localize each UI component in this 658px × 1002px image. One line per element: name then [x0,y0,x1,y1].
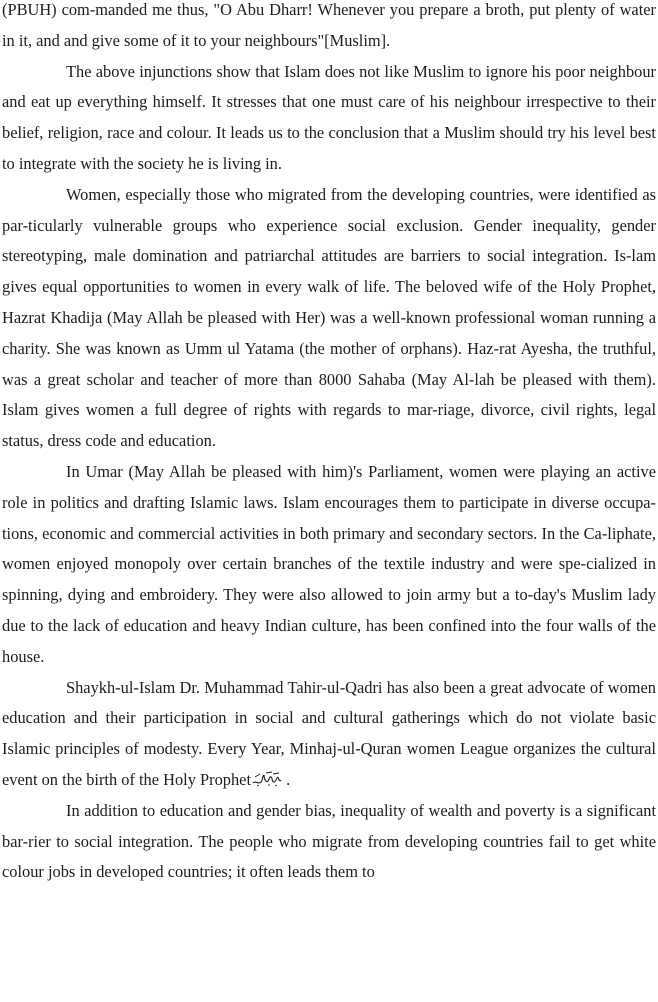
paragraph-wealth-inequality: In addition to education and gender bias, inequality of wealth and poverty is a significant bar-rier to social integration. The people who migrate from developing countries fail to get white colour jobs in developed countries; it often leads them to [2,800,656,882]
salawat-calligraphy-icon [252,771,282,787]
document-page [2,0,656,888]
paragraph-women-education-text: Shaykh-ul-Islam Dr. Muhammad Tahir-ul-Qadri has also been a great advocate of women education and their participation in social and cultural gatherings which do not violate basic Islamic principles of modesty. Every Year, Minhaj-ul-Quran women League organizes the cultural event on the birth of the Holy Prophet [2,677,656,789]
paragraph-umar-parliament: In Umar (May Allah be pleased with him)'s Parliament, women were playing an active role in politics and drafting Islamic laws. Islam encourages them to participate in diverse occupa-tions, economic and commercial activities in both primary and secondary sectors. In the Ca-liphate, women enjoyed monopoly over certain branches of the textile industry and were spe-cialized in spinning, dying and embroidery. They were also allowed to join army but a to-day's Muslim lady due to the lack of education and heavy Indian culture, has been confined into the four walls of the house. [2,461,656,666]
paragraph-women-education-tail: . [282,769,291,789]
paragraph-women-integration: Women, especially those who migrated from the developing countries, were identified as par-ticularly vulnerable groups who experience social exclusion. Gender inequality, gender stereotyping, male domination and patriarchal attitudes are barriers to social integration. Is-lam gives equal opportunities to women in every walk of life. The beloved wife of the Holy Prophet, Hazrat Khadija (May Allah be pleased with Her) was a well-known professional woman running a charity. She was known as Umm ul Yatama (the mother of orphans). Haz-rat Ayesha, the truthful, was a great scholar and teacher of more than 8000 Sahaba (May Al-lah be pleased with them). Islam gives women a full degree of rights with regards to mar-riage, divorce, civil rights, legal status, dress code and education. [2,184,656,451]
paragraph-hadith-ending: (PBUH) com-manded me thus, "O Abu Dharr! Whenever you prepare a broth, put plenty of water in it, and and give some of it to your neighbours"[Muslim]. [2,0,656,50]
paragraph-women-education [2,673,656,796]
paragraph-neighbour-injunctions: The above injunctions show that Islam does not like Muslim to ignore his poor neighbour and eat up everything himself. It stresses that one must care of his neighbour irrespective to their belief, religion, race and colour. It leads us to the conclusion that a Muslim should try his level best to integrate with the society he is living in. [2,61,656,173]
